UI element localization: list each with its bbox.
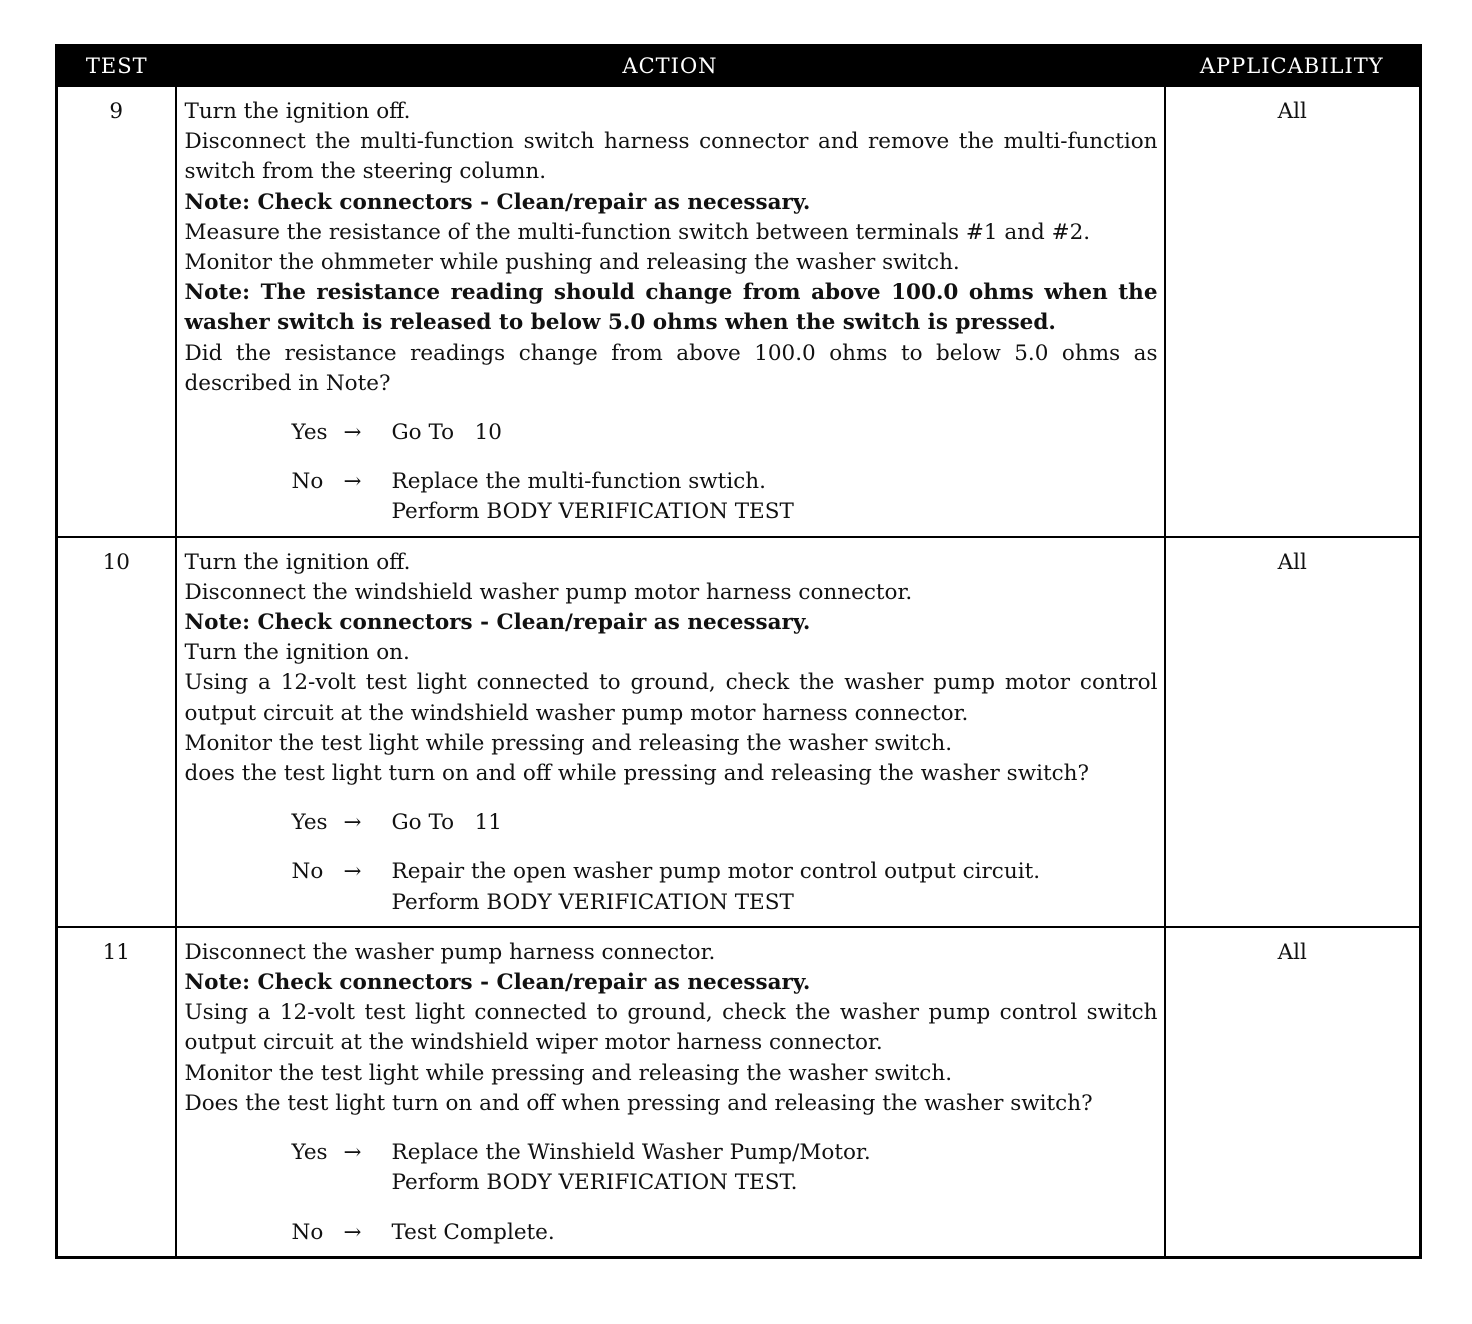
note-line: Note: The resistance reading should change from above 100.0 ohms when the washer switch is released to below 5.0 ohms when the switch is pressed. <box>184 280 1158 336</box>
action-line: Disconnect the washer pump harness connector. <box>184 939 716 965</box>
question-line: Does the test light turn on and off when pressing and releasing the washer switch? <box>184 1090 1093 1116</box>
action-line: Using a 12-volt test light connected to ground, check the washer pump motor control output circuit at the windshield washer pump motor harness connector. <box>184 670 1158 726</box>
no-outcome <box>185 1218 1158 1248</box>
action-cell <box>176 537 1165 927</box>
no-result <box>392 857 1158 917</box>
arrow-icon: → <box>343 1140 362 1166</box>
yes-result-text: Go To 10 <box>391 420 502 446</box>
action-cell <box>176 927 1165 1257</box>
applicability-cell: All <box>1165 537 1421 927</box>
test-number: 10 <box>57 537 176 927</box>
yes-result <box>392 1138 1158 1198</box>
action-line: Using a 12-volt test light connected to ground, check the washer pump control switch output circuit at the windshield wiper motor harness connector. <box>184 1000 1158 1056</box>
no-result-text-2: Perform BODY VERIFICATION TEST <box>391 889 794 915</box>
applicability-cell: All <box>1165 86 1421 537</box>
question-line: Did the resistance readings change from above 100.0 ohms to below 5.0 ohms as described in Note? <box>184 340 1158 396</box>
action-line: Measure the resistance of the multi-function switch between terminals #1 and #2. <box>184 219 1091 245</box>
no-result <box>392 467 1158 527</box>
yes-label: Yes <box>291 1140 328 1166</box>
yes-result-text: Go To 11 <box>391 810 502 836</box>
yes-outcome <box>185 1138 1158 1198</box>
action-line: Disconnect the multi-function switch harness connector and remove the multi-function switch from the steering column. <box>184 129 1158 185</box>
no-result <box>392 1218 1158 1248</box>
header-action: ACTION <box>176 46 1165 87</box>
arrow-icon: → <box>343 1219 362 1245</box>
test-number: 11 <box>57 927 176 1257</box>
yes-result <box>392 418 1158 448</box>
yes-result <box>392 808 1158 838</box>
note-line: Note: Check connectors - Clean/repair as necessary. <box>184 610 811 636</box>
no-label: No <box>291 859 324 885</box>
yes-result-text: Replace the Winshield Washer Pump/Motor. <box>391 1140 871 1166</box>
header-test: TEST <box>57 46 176 87</box>
yes-label: Yes <box>291 420 328 446</box>
action-line: Monitor the test light while pressing and releasing the washer switch. <box>184 1060 953 1086</box>
yes-label: Yes <box>291 810 328 836</box>
no-label: No <box>291 469 324 495</box>
yes-result-text-2: Perform BODY VERIFICATION TEST. <box>391 1170 798 1196</box>
arrow-icon: → <box>343 420 362 446</box>
no-label: No <box>291 1219 324 1245</box>
note-line: Note: Check connectors - Clean/repair as necessary. <box>184 970 811 996</box>
diagnostic-test-table <box>55 44 1422 1259</box>
action-line: Turn the ignition on. <box>184 640 410 666</box>
yes-outcome <box>185 418 1158 448</box>
action-line: Monitor the test light while pressing and releasing the washer switch. <box>184 730 953 756</box>
table-row <box>57 927 1421 1257</box>
test-number: 9 <box>57 86 176 537</box>
arrow-icon: → <box>343 810 362 836</box>
yes-outcome <box>185 808 1158 838</box>
no-result-text: Test Complete. <box>391 1219 555 1245</box>
header-applicability: APPLICABILITY <box>1165 46 1421 87</box>
no-result-text: Replace the multi-function swtich. <box>391 469 766 495</box>
arrow-icon: → <box>343 859 362 885</box>
table-row <box>57 86 1421 537</box>
no-result-text-2: Perform BODY VERIFICATION TEST <box>391 499 794 525</box>
table-row <box>57 537 1421 927</box>
no-result-text: Repair the open washer pump motor control output circuit. <box>391 859 1041 885</box>
no-outcome <box>185 467 1158 527</box>
action-line: Turn the ignition off. <box>184 549 411 575</box>
question-line: does the test light turn on and off while pressing and releasing the washer switch? <box>184 761 1090 787</box>
applicability-cell: All <box>1165 927 1421 1257</box>
no-outcome <box>185 857 1158 917</box>
action-line: Turn the ignition off. <box>184 99 411 124</box>
action-line: Monitor the ohmmeter while pushing and releasing the washer switch. <box>184 250 960 276</box>
arrow-icon: → <box>343 469 362 495</box>
action-line: Disconnect the windshield washer pump motor harness connector. <box>184 579 913 605</box>
note-line: Note: Check connectors - Clean/repair as necessary. <box>184 189 811 215</box>
action-cell <box>176 86 1165 537</box>
table-header-row <box>57 46 1421 87</box>
